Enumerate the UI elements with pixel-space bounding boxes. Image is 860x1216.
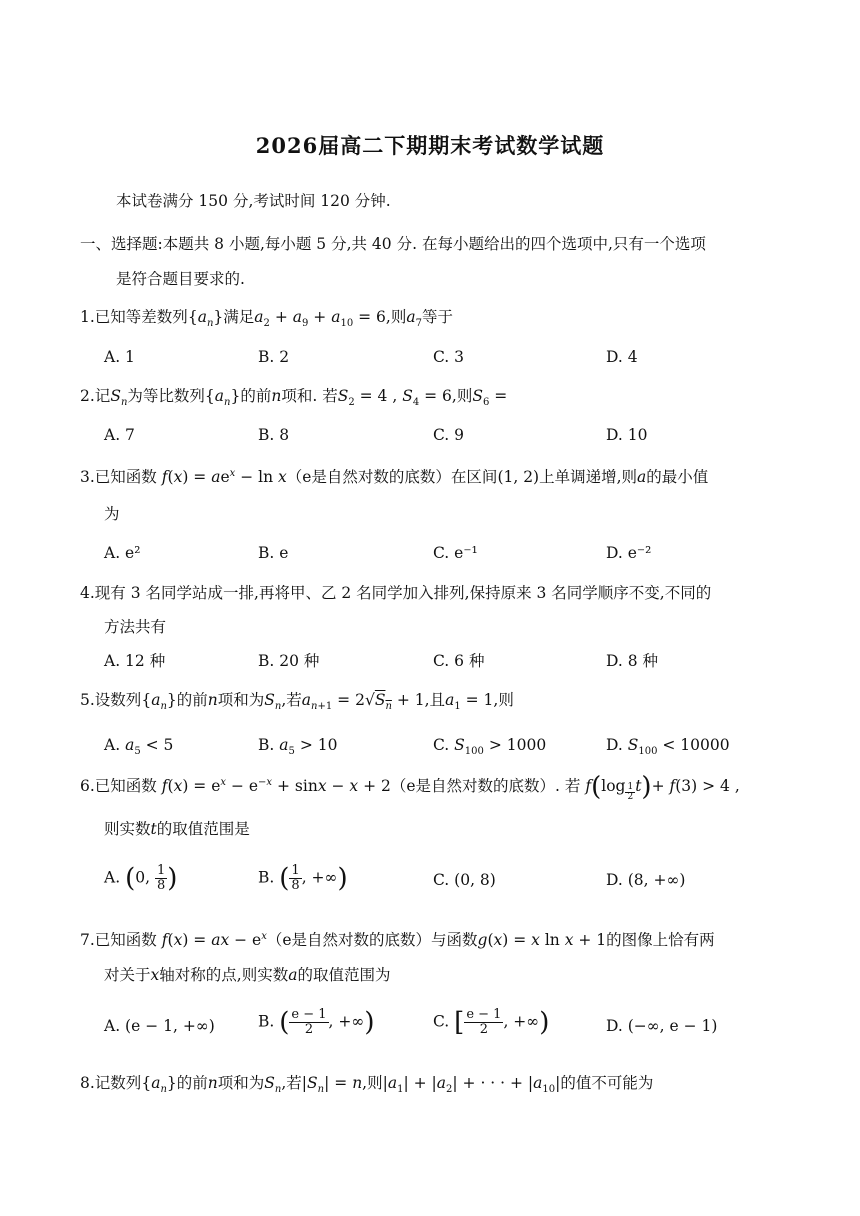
q1-option-c[interactable]: C. 3 (433, 348, 465, 366)
question-4: 4.现有 3 名同学站成一排,再将甲、乙 2 名同学加入排列,保持原来 3 名同学顺序不变,不同的 (80, 584, 712, 602)
question-3-line2: 为 (104, 505, 120, 523)
question-3: 3.已知函数 $f(x) = ae^x - \ln x(e$是自然对数的底数）在区间(1, 2)上单调递增,则a的最小值 (80, 468, 709, 487)
question-5: 5.设数列$\{a_n\}$的前n项和为$S_n$,若$a_{n+1} = 2√S_n + 1$,且$a_1 = 1$,则 (80, 691, 514, 713)
page-title: 2026届高二下期期末考试数学试题 (255, 133, 605, 158)
q1-option-d[interactable]: D. 4 (606, 348, 638, 366)
section-heading-line1: 一、选择题:本题共 8 小题,每小题 5 分,共 40 分. 在每小题给出的四个选项中,只有一个选项 (80, 235, 706, 253)
question-1: 1.已知等差数列$\{a_n\}$满足$a_2 + a_9 + a_{10} = 6$,则$a_7$等于 (80, 308, 453, 330)
q6-option-b[interactable]: B. ( $\frac{1}{8}$ , +∞) (258, 863, 348, 894)
q6-option-d[interactable]: D. (8, +∞) (606, 871, 686, 889)
section-heading-line2: 是符合题目要求的. (116, 270, 245, 288)
q2-option-b[interactable]: B. 8 (258, 426, 290, 444)
q5-option-a[interactable]: A. $a_5 < 5$ (104, 736, 174, 758)
q4-option-d[interactable]: D. 8 种 (606, 652, 659, 670)
q2-option-d[interactable]: D. 10 (606, 426, 648, 444)
intro-text: 本试卷满分 150 分,考试时间 120 分钟. (116, 192, 391, 210)
question-number: 8. (80, 1074, 95, 1092)
q2-option-c[interactable]: C. 9 (433, 426, 465, 444)
q6-option-c[interactable]: C. (0, 8) (433, 871, 496, 889)
question-number: 6. (80, 777, 95, 796)
q3-option-b[interactable]: B. e (258, 544, 289, 562)
question-2: 2.记$S_n$为等比数列$\{a_n\}$的前n项和. 若$S_2 = 4$ , $S_4 = 6$,则$S_6$ = (80, 387, 508, 409)
q7-option-c[interactable]: C. [ $\frac{e - 1}{2}$ , +∞) (433, 1007, 550, 1038)
question-number: 3. (80, 468, 95, 487)
q1-option-a[interactable]: A. 1 (104, 348, 135, 366)
question-7: 7.已知函数 f(x) = ax − $e^x(e$是自然对数的底数）与函数g(x) = x ln x + 1的图像上恰有两 (80, 931, 715, 950)
question-8: 8.记数列$\{a_n\}$的前n项和为$S_n$,若$|S_n| = n$,则$|a_1| + |a_2|$ + · · · + $|a_{10}|$的值不可能为 (80, 1074, 654, 1096)
q7-option-b[interactable]: B. ( $\frac{e - 1}{2}$ , +∞) (258, 1007, 375, 1038)
question-number: 4. (80, 584, 95, 602)
question-4-line2: 方法共有 (104, 618, 167, 636)
question-6-line2: 则实数t的取值范围是 (104, 820, 250, 838)
q2-option-a[interactable]: A. 7 (104, 426, 135, 444)
q6-option-a[interactable]: A. (0, $\frac{1}{8}$ ) (104, 863, 178, 894)
q3-option-c[interactable]: C. e⁻¹ (433, 544, 478, 562)
q7-option-a[interactable]: A. (e − 1, +∞) (104, 1017, 215, 1035)
question-number: 1. (80, 308, 95, 326)
q7-option-d[interactable]: D. (−∞, e − 1) (606, 1017, 718, 1035)
question-number: 2. (80, 387, 95, 405)
q3-option-d[interactable]: D. e⁻² (606, 544, 652, 562)
q3-option-a[interactable]: A. e² (104, 544, 141, 562)
question-number: 5. (80, 691, 95, 709)
q4-option-c[interactable]: C. 6 种 (433, 652, 485, 670)
q4-option-a[interactable]: A. 12 种 (104, 652, 166, 670)
q5-option-d[interactable]: D. $S_{100} < 10000$ (606, 736, 730, 758)
q1-option-b[interactable]: B. 2 (258, 348, 290, 366)
q4-option-b[interactable]: B. 20 种 (258, 652, 320, 670)
question-7-line2: 对关于x轴对称的点,则实数a的取值范围为 (104, 966, 391, 984)
q5-option-b[interactable]: B. $a_5 > 10$ (258, 736, 338, 758)
q5-option-c[interactable]: C. $S_{100} > 1000$ (433, 736, 547, 758)
question-6: 6.已知函数 $f(x) = e^x - e^{-x} + \sin x - x + 2(e$是自然对数的底数）. 若 f(log $_{\frac{1}{2}}$ t)+ f(3) > 4 , (80, 772, 740, 803)
question-number: 7. (80, 931, 95, 950)
